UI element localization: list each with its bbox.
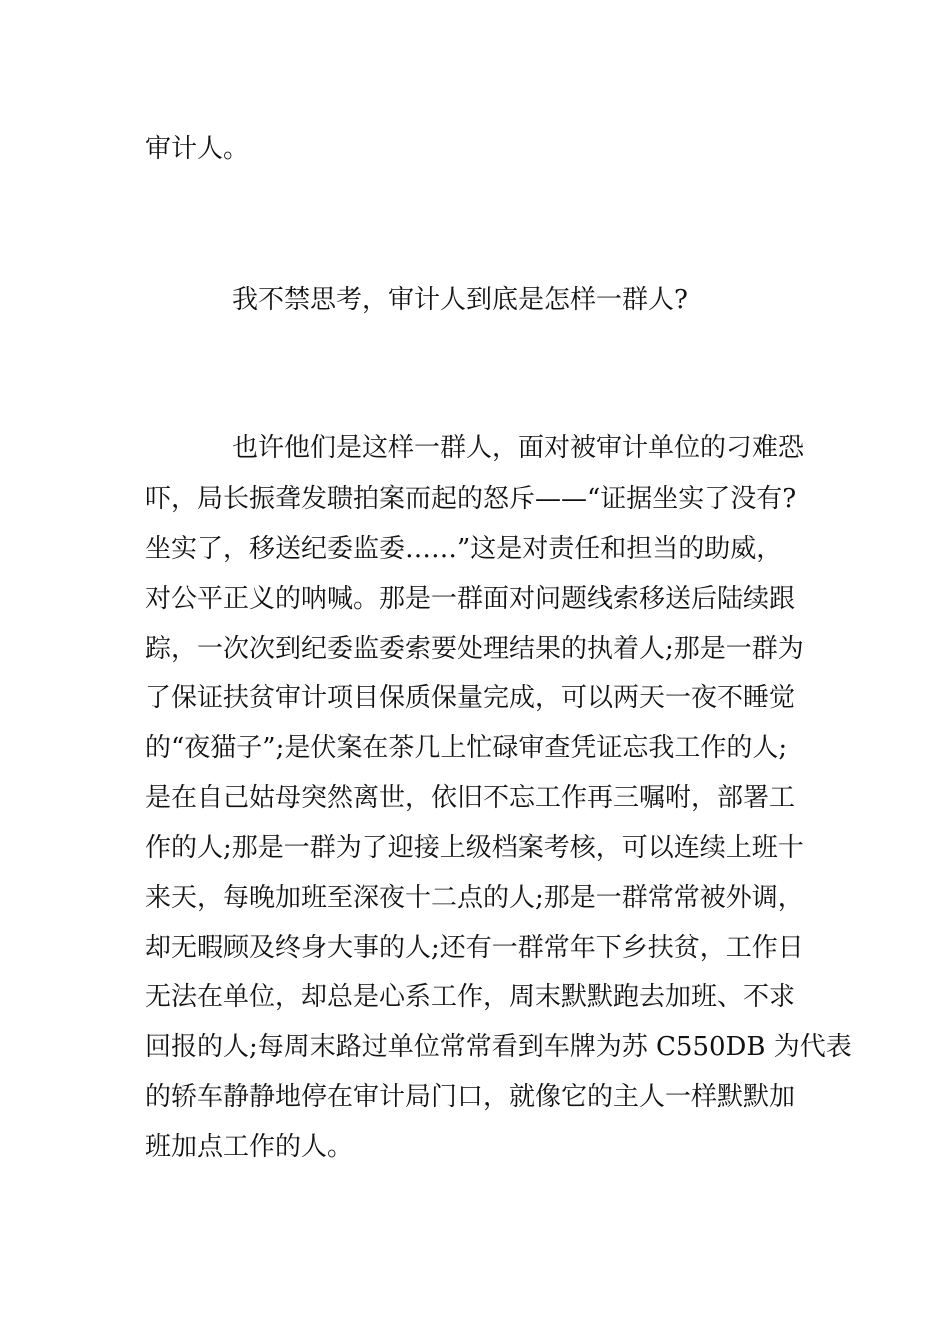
text-line-7: 踪，一次次到纪委监委索要处理结果的执着人;那是一群为 xyxy=(145,634,804,664)
text-line-16: 的轿车静静地停在审计局门口，就像它的主人一样默默加 xyxy=(145,1082,796,1112)
text-line-17: 班加点工作的人。 xyxy=(145,1132,354,1162)
text-line-4: 吓，局长振聋发聩拍案而起的怒斥——“证据坐实了没有? xyxy=(145,484,797,514)
text-line-10: 是在自己姑母突然离世，依旧不忘工作再三嘱咐，部署工 xyxy=(145,783,796,813)
text-line-2: 我不禁思考，审计人到底是怎样一群人? xyxy=(232,285,688,315)
text-line-5: 坐实了，移送纪委监委……”这是对责任和担当的助威， xyxy=(145,534,783,564)
text-line-12: 来天，每晚加班至深夜十二点的人;那是一群常常被外调， xyxy=(145,883,804,913)
text-line-15: 回报的人;每周末路过单位常常看到车牌为苏 C550DB 为代表 xyxy=(145,1032,852,1062)
text-line-6: 对公平正义的呐喊。那是一群面对问题线索移送后陆续跟 xyxy=(145,584,796,614)
text-line-8: 了保证扶贫审计项目保质保量完成，可以两天一夜不睡觉 xyxy=(145,683,796,713)
text-line-11: 作的人;那是一群为了迎接上级档案考核，可以连续上班十 xyxy=(145,833,804,863)
text-line-13: 却无暇顾及终身大事的人;还有一群常年下乡扶贫，工作日 xyxy=(145,933,804,963)
text-line-1: 审计人。 xyxy=(145,134,250,164)
text-line-9: 的“夜猫子”;是伏案在茶几上忙碌审查凭证忘我工作的人; xyxy=(145,733,788,763)
text-line-14: 无法在单位，却总是心系工作，周末默默跑去加班、不求 xyxy=(145,982,796,1012)
text-line-3: 也许他们是这样一群人，面对被审计单位的刁难恐 xyxy=(232,433,805,463)
